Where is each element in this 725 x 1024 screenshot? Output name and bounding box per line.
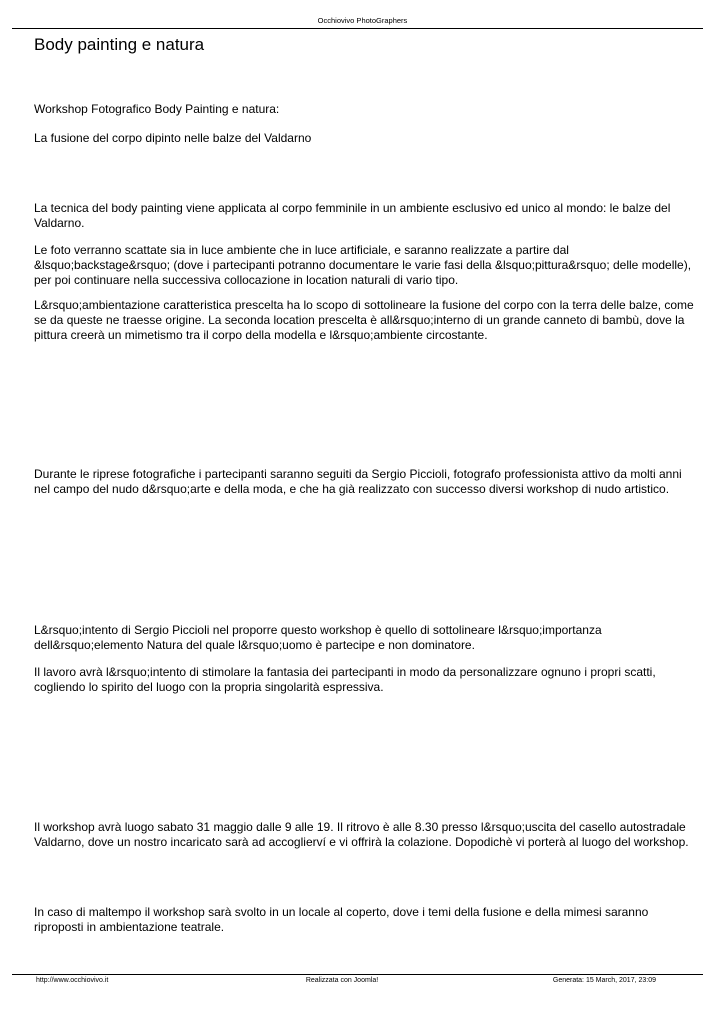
footer-generated-date: Generata: 15 March, 2017, 23:09 bbox=[552, 977, 656, 984]
footer-site-link[interactable]: http://www.occhiovivo.it bbox=[36, 977, 109, 984]
footer-divider bbox=[12, 974, 703, 975]
article-paragraph: L&rsquo;intento di Sergio Piccioli nel proporre questo workshop è quello di sottolineare l&rsquo;importanza dell&rsquo;elemento Natura del quale l&rsquo;uomo è partecipe e non dominatore. bbox=[34, 623, 602, 653]
article-paragraph: La fusione del corpo dipinto nelle balze del Valdarno bbox=[34, 131, 312, 145]
article-paragraph: Workshop Fotografico Body Painting e natura: bbox=[34, 102, 280, 116]
article-paragraph: Il workshop avrà luogo sabato 31 maggio dalle 9 alle 19. Il ritrovo è alle 8.30 presso l&rsquo;uscita del casello autostradale Valdarno, dove un nostro incaricato sarà ad accoglierví e vi offrirà la colazione. Dopodichè vi porterà al luogo del workshop. bbox=[34, 820, 689, 850]
article-paragraph: La tecnica del body painting viene applicata al corpo femminile in un ambiente esclusivo ed unico al mondo: le balze del Valdarno. bbox=[34, 201, 671, 231]
footer-powered-by: Realizzata con Joomla! bbox=[305, 977, 379, 984]
site-name: Occhiovivo PhotoGraphers bbox=[317, 16, 408, 25]
header-divider bbox=[12, 28, 703, 29]
article-paragraph: Il lavoro avrà l&rsquo;intento di stimolare la fantasia dei partecipanti in modo da personalizzare ognuno i propri scatti, cogliendo lo spirito del luogo con la propria singolarità espressiva. bbox=[34, 665, 656, 695]
page-title: Body painting e natura bbox=[34, 35, 205, 54]
article-paragraph: Durante le riprese fotografiche i partecipanti saranno seguiti da Sergio Piccioli, fotografo professionista attivo da molti anni nel campo del nudo d&rsquo;arte e della moda, e che ha già realizzato con successo diversi workshop di nudo artistico. bbox=[34, 467, 682, 497]
article-paragraph: In caso di maltempo il workshop sarà svolto in un locale al coperto, dove i temi della fusione e della mimesi saranno riproposti in ambientazione teatrale. bbox=[34, 905, 649, 935]
article-paragraph: L&rsquo;ambientazione caratteristica prescelta ha lo scopo di sottolineare la fusione del corpo con la terra delle balze, come se da queste ne traesse origine. La seconda location prescelta è all&rsquo;interno di un grande canneto di bambù, dove la pittura creerà un mimetismo tra il corpo della modella e l&rsquo;ambiente circostante. bbox=[34, 298, 694, 343]
article-paragraph: Le foto verranno scattate sia in luce ambiente che in luce artificiale, e saranno realizzate a partire dal &lsquo;backstage&rsquo; (dove i partecipanti potranno documentare le varie fasi della &lsquo;pittura&rsquo; delle modelle), per poi continuare nella successiva collocazione in location naturali di vario tipo. bbox=[34, 243, 692, 288]
